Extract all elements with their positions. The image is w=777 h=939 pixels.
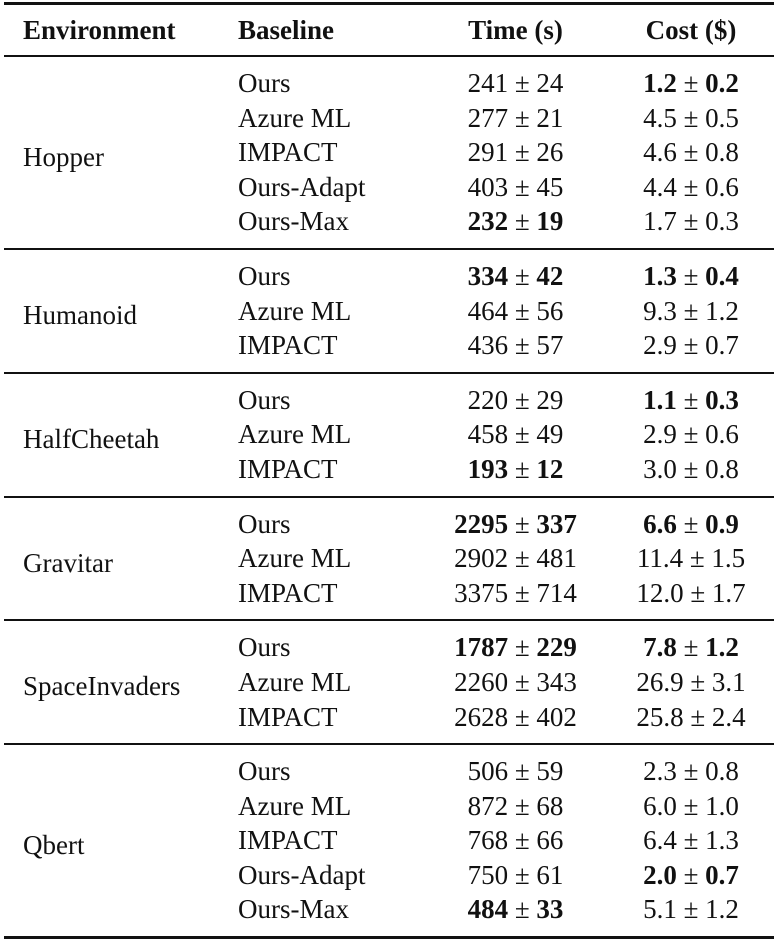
plus-minus-symbol: ±: [683, 102, 699, 133]
header-row: [4, 4, 774, 57]
time-cell: [423, 373, 608, 418]
cost-cell: [608, 373, 774, 418]
cost-cell: [608, 858, 774, 893]
cost-std: 0.9: [705, 508, 739, 539]
plus-minus-symbol: ±: [514, 295, 530, 326]
cost-std: 1.7: [711, 577, 746, 608]
time-cell: [423, 541, 608, 576]
baseline-cell: Azure ML: [238, 295, 352, 326]
time-cell: [423, 56, 608, 101]
plus-minus-symbol: ±: [683, 330, 699, 361]
environment-cell: SpaceInvaders: [23, 671, 181, 702]
plus-minus-symbol: ±: [690, 666, 706, 697]
cost-mean: 4.5: [643, 102, 677, 133]
plus-minus-symbol: ±: [514, 577, 530, 608]
plus-minus-symbol: ±: [689, 543, 705, 574]
plus-minus-symbol: ±: [514, 453, 530, 484]
plus-minus-symbol: ±: [514, 102, 530, 133]
baseline-cell: IMPACT: [238, 701, 338, 732]
cost-std: 0.7: [705, 330, 739, 361]
plus-minus-symbol: ±: [683, 894, 699, 925]
cost-cell: [608, 328, 774, 373]
time-mean: 334: [467, 260, 509, 291]
plus-minus-symbol: ±: [514, 419, 530, 450]
time-mean: 2295: [454, 508, 509, 539]
baseline-cell: Ours: [238, 756, 291, 787]
cost-mean: 3.0: [643, 453, 677, 484]
plus-minus-symbol: ±: [514, 68, 530, 98]
plus-minus-symbol: ±: [690, 577, 706, 608]
plus-minus-symbol: ±: [514, 790, 530, 821]
plus-minus-symbol: ±: [683, 632, 699, 663]
cost-mean: 6.0: [643, 790, 677, 821]
time-mean: 232: [467, 206, 509, 237]
cost-mean: 6.6: [643, 508, 677, 539]
results-table-container: [4, 2, 774, 939]
plus-minus-symbol: ±: [514, 137, 530, 168]
plus-minus-symbol: ±: [514, 894, 530, 925]
cost-std: 0.8: [705, 756, 739, 787]
cost-std: 1.3: [705, 825, 739, 856]
time-mean: 2628: [454, 701, 509, 732]
plus-minus-symbol: ±: [683, 171, 699, 202]
baseline-cell: IMPACT: [238, 453, 338, 484]
cost-mean: 2.9: [643, 330, 677, 361]
time-cell: [423, 101, 608, 136]
cost-std: 1.5: [711, 543, 746, 574]
plus-minus-symbol: ±: [514, 632, 530, 663]
cost-cell: [608, 294, 774, 329]
time-mean: 2260: [454, 666, 509, 697]
baseline-cell: Ours-Max: [238, 894, 349, 925]
cost-std: 1.2: [705, 632, 739, 663]
time-std: 68: [536, 790, 564, 821]
cost-std: 0.3: [705, 384, 739, 415]
baseline-cell: Ours: [238, 68, 291, 98]
cost-mean: 2.9: [643, 419, 677, 450]
cost-cell: [608, 497, 774, 542]
time-std: 66: [536, 825, 564, 856]
baseline-cell: IMPACT: [238, 330, 338, 361]
cost-std: 0.8: [705, 453, 739, 484]
plus-minus-symbol: ±: [683, 206, 699, 237]
time-cell: [423, 249, 608, 294]
time-mean: 403: [467, 171, 509, 202]
time-cell: [423, 620, 608, 665]
plus-minus-symbol: ±: [514, 171, 530, 202]
baseline-cell: Azure ML: [238, 419, 352, 450]
baseline-cell: Ours-Max: [238, 206, 349, 237]
baseline-cell: IMPACT: [238, 577, 338, 608]
cost-mean: 9.3: [643, 295, 677, 326]
header-time: Time (s): [423, 4, 608, 57]
time-mean: 1787: [454, 632, 509, 663]
time-std: 229: [536, 632, 577, 663]
plus-minus-symbol: ±: [683, 453, 699, 484]
time-cell: [423, 789, 608, 824]
cost-mean: 25.8: [636, 701, 684, 732]
cost-cell: [608, 135, 774, 170]
cost-std: 1.0: [705, 790, 739, 821]
cost-cell: [608, 620, 774, 665]
cost-cell: [608, 744, 774, 789]
cost-std: 1.2: [705, 295, 739, 326]
plus-minus-symbol: ±: [683, 859, 699, 890]
time-mean: 506: [467, 756, 509, 787]
time-mean: 3375: [454, 577, 509, 608]
cost-std: 0.7: [705, 859, 739, 890]
time-std: 21: [536, 102, 564, 133]
time-mean: 768: [467, 825, 509, 856]
cost-mean: 1.3: [643, 260, 677, 291]
time-mean: 750: [467, 859, 509, 890]
environment-cell: Hopper: [23, 141, 104, 172]
cost-mean: 1.2: [643, 68, 677, 98]
time-mean: 193: [467, 453, 509, 484]
time-std: 42: [536, 260, 564, 291]
time-std: 402: [536, 701, 577, 732]
cost-mean: 2.0: [643, 859, 677, 890]
time-cell: [423, 700, 608, 745]
time-std: 12: [536, 453, 564, 484]
table-row: [4, 744, 774, 789]
time-std: 19: [536, 206, 564, 237]
table-row: [4, 249, 774, 294]
cost-cell: [608, 101, 774, 136]
baseline-cell: IMPACT: [238, 137, 338, 168]
results-table: [4, 2, 774, 939]
table-row: [4, 373, 774, 418]
cost-cell: [608, 204, 774, 249]
cost-mean: 4.6: [643, 137, 677, 168]
time-std: 61: [536, 859, 564, 890]
time-cell: [423, 170, 608, 205]
header-baseline: Baseline: [238, 4, 423, 57]
cost-std: 3.1: [711, 666, 746, 697]
table-row: [4, 56, 774, 101]
cost-mean: 1.1: [643, 384, 677, 415]
cost-std: 0.6: [705, 419, 739, 450]
baseline-cell: Ours: [238, 508, 291, 539]
cost-cell: [608, 892, 774, 937]
plus-minus-symbol: ±: [683, 260, 699, 291]
cost-cell: [608, 249, 774, 294]
plus-minus-symbol: ±: [690, 701, 706, 732]
cost-cell: [608, 700, 774, 745]
cost-mean: 2.3: [643, 756, 677, 787]
baseline-cell: Ours-Adapt: [238, 859, 366, 890]
cost-mean: 1.7: [643, 206, 677, 237]
time-std: 24: [536, 68, 564, 98]
cost-cell: [608, 665, 774, 700]
plus-minus-symbol: ±: [683, 790, 699, 821]
cost-std: 0.3: [705, 206, 739, 237]
plus-minus-symbol: ±: [683, 137, 699, 168]
time-cell: [423, 892, 608, 937]
time-std: 26: [536, 137, 564, 168]
plus-minus-symbol: ±: [514, 543, 530, 574]
environment-cell: Qbert: [23, 829, 85, 860]
table-row: [4, 497, 774, 542]
plus-minus-symbol: ±: [514, 330, 530, 361]
cost-std: 0.6: [705, 171, 739, 202]
time-mean: 291: [467, 137, 509, 168]
time-std: 56: [536, 295, 564, 326]
time-cell: [423, 294, 608, 329]
table-row: [4, 620, 774, 665]
plus-minus-symbol: ±: [514, 260, 530, 291]
cost-std: 0.2: [705, 68, 739, 98]
plus-minus-symbol: ±: [514, 825, 530, 856]
cost-cell: [608, 417, 774, 452]
baseline-cell: Ours: [238, 260, 291, 291]
time-cell: [423, 452, 608, 497]
environment-cell: HalfCheetah: [23, 423, 160, 454]
plus-minus-symbol: ±: [683, 756, 699, 787]
plus-minus-symbol: ±: [683, 68, 699, 98]
time-cell: [423, 204, 608, 249]
cost-std: 2.4: [711, 701, 746, 732]
time-std: 714: [536, 577, 577, 608]
cost-mean: 7.8: [643, 632, 677, 663]
time-mean: 458: [467, 419, 509, 450]
header-environment: Environment: [4, 4, 238, 57]
cost-mean: 4.4: [643, 171, 677, 202]
baseline-cell: IMPACT: [238, 825, 338, 856]
time-mean: 220: [467, 384, 509, 415]
plus-minus-symbol: ±: [683, 508, 699, 539]
time-mean: 277: [467, 102, 509, 133]
plus-minus-symbol: ±: [514, 508, 530, 539]
baseline-cell: Ours-Adapt: [238, 171, 366, 202]
time-cell: [423, 417, 608, 452]
time-cell: [423, 135, 608, 170]
time-mean: 484: [467, 894, 509, 925]
cost-cell: [608, 541, 774, 576]
time-mean: 436: [467, 330, 509, 361]
table-header: [4, 4, 774, 57]
plus-minus-symbol: ±: [683, 384, 699, 415]
cost-mean: 6.4: [643, 825, 677, 856]
baseline-cell: Ours: [238, 632, 291, 663]
plus-minus-symbol: ±: [514, 859, 530, 890]
cost-cell: [608, 823, 774, 858]
cost-cell: [608, 452, 774, 497]
cost-std: 0.5: [705, 102, 739, 133]
cost-mean: 12.0: [636, 577, 684, 608]
plus-minus-symbol: ±: [514, 384, 530, 415]
plus-minus-symbol: ±: [683, 295, 699, 326]
baseline-cell: Ours: [238, 384, 291, 415]
cost-mean: 11.4: [636, 543, 684, 574]
time-cell: [423, 744, 608, 789]
cost-mean: 26.9: [636, 666, 684, 697]
time-std: 45: [536, 171, 564, 202]
plus-minus-symbol: ±: [683, 419, 699, 450]
baseline-cell: Azure ML: [238, 666, 352, 697]
time-std: 337: [536, 508, 577, 539]
time-std: 29: [536, 384, 564, 415]
time-std: 49: [536, 419, 564, 450]
header-cost: Cost ($): [608, 4, 774, 57]
cost-cell: [608, 56, 774, 101]
time-cell: [423, 858, 608, 893]
time-mean: 872: [467, 790, 509, 821]
time-std: 481: [536, 543, 577, 574]
baseline-cell: Azure ML: [238, 790, 352, 821]
baseline-cell: Azure ML: [238, 543, 352, 574]
time-cell: [423, 665, 608, 700]
plus-minus-symbol: ±: [514, 701, 530, 732]
time-std: 343: [536, 666, 577, 697]
time-cell: [423, 576, 608, 621]
time-std: 59: [536, 756, 564, 787]
time-cell: [423, 823, 608, 858]
cost-cell: [608, 789, 774, 824]
plus-minus-symbol: ±: [514, 206, 530, 237]
cost-std: 0.8: [705, 137, 739, 168]
environment-cell: Humanoid: [23, 300, 137, 331]
environment-cell: Gravitar: [23, 547, 113, 578]
cost-cell: [608, 170, 774, 205]
time-std: 33: [536, 894, 564, 925]
time-mean: 241: [467, 68, 509, 98]
time-std: 57: [536, 330, 564, 361]
time-cell: [423, 328, 608, 373]
time-mean: 464: [467, 295, 509, 326]
plus-minus-symbol: ±: [514, 756, 530, 787]
plus-minus-symbol: ±: [683, 825, 699, 856]
time-mean: 2902: [454, 543, 509, 574]
plus-minus-symbol: ±: [514, 666, 530, 697]
cost-std: 0.4: [705, 260, 739, 291]
cost-std: 1.2: [705, 894, 739, 925]
time-cell: [423, 497, 608, 542]
baseline-cell: Azure ML: [238, 102, 352, 133]
cost-cell: [608, 576, 774, 621]
cost-mean: 5.1: [643, 894, 677, 925]
table-body: [4, 56, 774, 938]
